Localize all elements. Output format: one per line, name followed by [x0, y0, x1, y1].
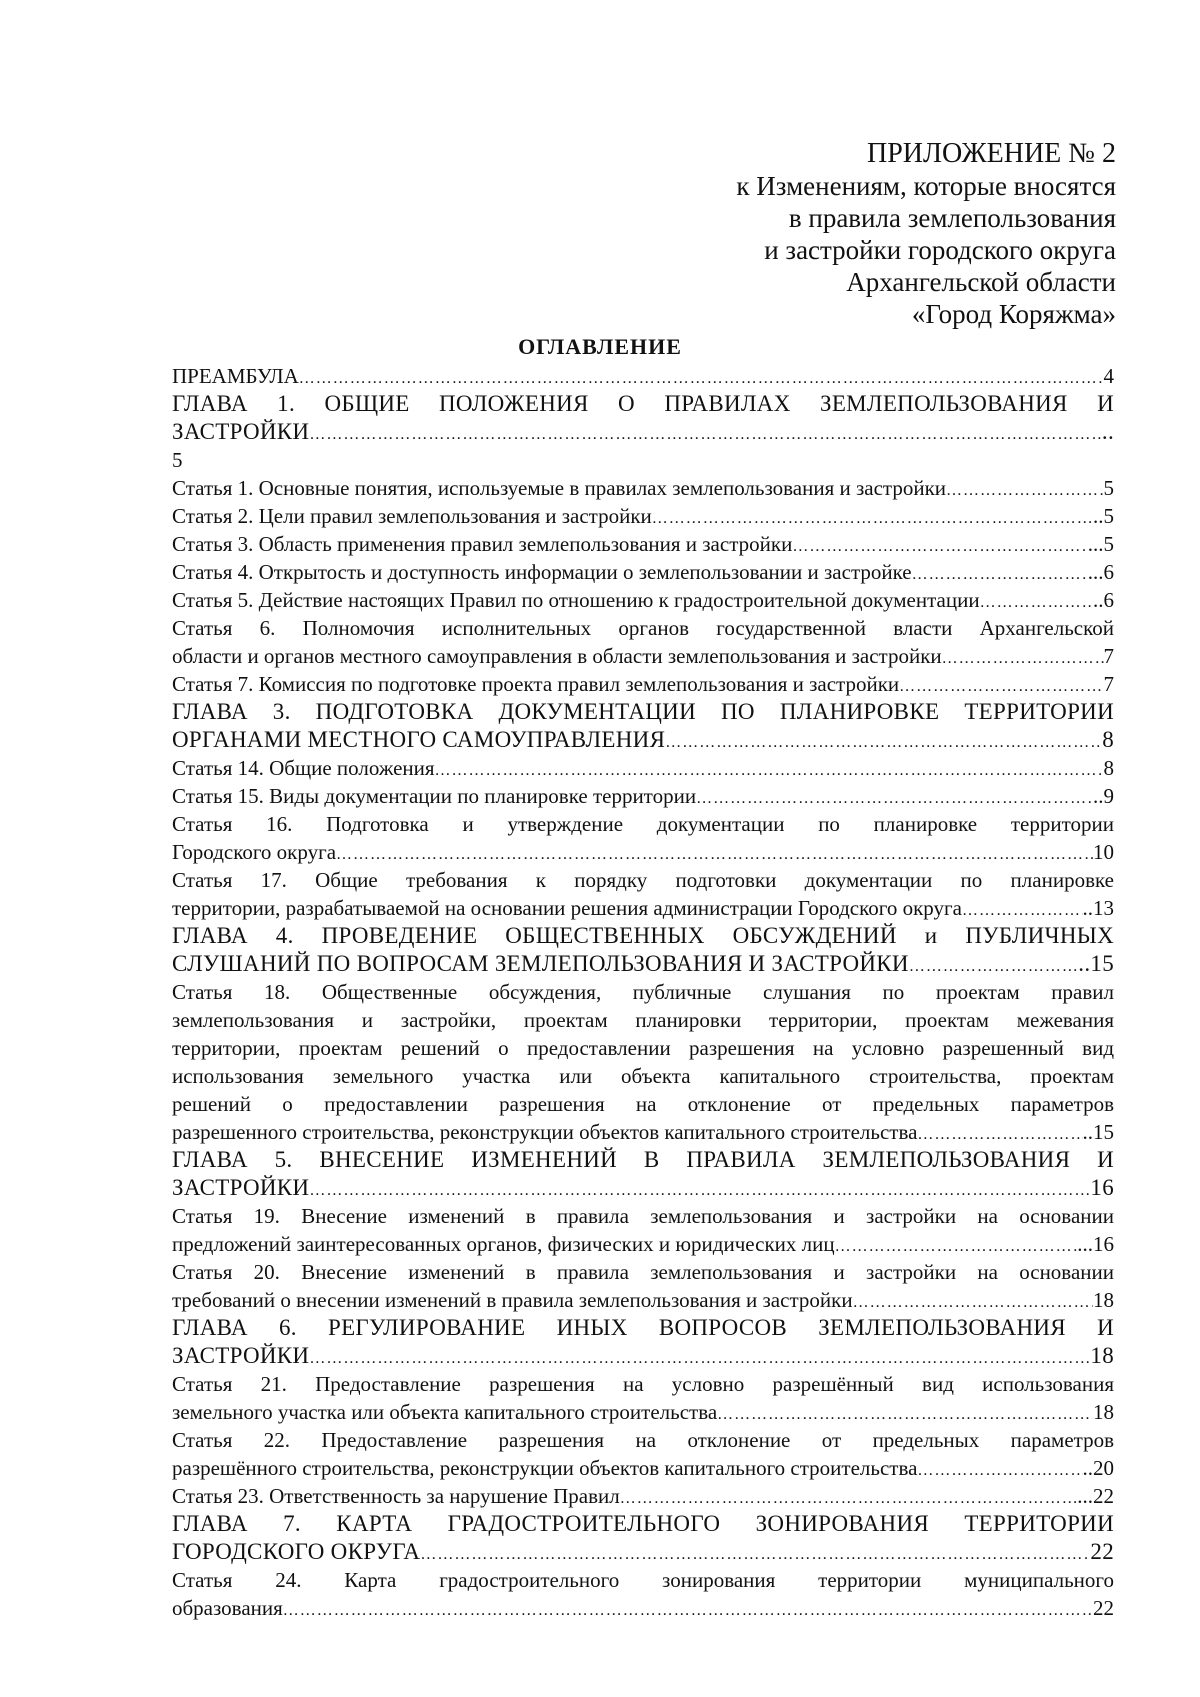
toc-leader-dots: [853, 1289, 1093, 1314]
toc-page-number: 18: [1090, 1343, 1114, 1368]
toc-entry-line: Статья 19. Внесение изменений в правила землепользования и застройки на основании: [172, 1204, 1114, 1228]
toc-page-number: ...5: [1087, 532, 1114, 556]
toc-page-number: ..15: [1082, 1120, 1114, 1144]
toc-leader-dots: [980, 589, 1093, 614]
toc-entry-text: ЗАСТРОЙКИ: [172, 1175, 310, 1200]
toc-page-number: 22: [1090, 1539, 1114, 1564]
toc-page-number: ..20: [1082, 1456, 1114, 1480]
toc-entry-line: [172, 754, 1114, 782]
toc-entry-text: СЛУШАНИЙ ПО ВОПРОСАМ ЗЕМЛЕПОЛЬЗОВАНИЯ И ЗАСТРОЙКИ: [172, 951, 909, 976]
toc-entry-line: ГЛАВА 5. ВНЕСЕНИЕ ИЗМЕНЕНИЙ В ПРАВИЛА ЗЕМЛЕПОЛЬЗОВАНИЯ И: [172, 1147, 1114, 1172]
appendix-number: ПРИЛОЖЕНИЕ № 2: [867, 138, 1116, 169]
toc-entry-line: 5: [172, 448, 183, 472]
toc-entry-line: [172, 1482, 1114, 1510]
toc-entry-text: Статья 23. Ответственность за нарушение Правил: [172, 1484, 620, 1508]
toc-entry-line: [172, 1118, 1114, 1146]
toc-entry-line: землепользования и застройки, проектам планировки территории, проектам межевания: [172, 1008, 1114, 1032]
toc-entry-line: [172, 1594, 1114, 1622]
toc-page-number: 10: [1093, 840, 1114, 864]
toc-page-number: 16: [1090, 1175, 1114, 1200]
toc-entry-text: Городского округа: [172, 840, 337, 864]
toc-entry-line: использования земельного участка или объекта капитального строительства, проектам: [172, 1064, 1114, 1088]
toc-page-number: 8: [1102, 727, 1114, 752]
toc-entry-line: [172, 474, 1114, 502]
toc-entry-text: земельного участка или объекта капитального строительства: [172, 1400, 718, 1424]
toc-leader-dots: [309, 1177, 1090, 1202]
table-of-contents: [172, 362, 1114, 1622]
toc-leader-dots: [336, 841, 1093, 866]
toc-entry-line: [172, 782, 1114, 810]
appendix-subtitle-line: и застройки городского округа: [764, 235, 1116, 265]
toc-entry-line: ГЛАВА 3. ПОДГОТОВКА ДОКУМЕНТАЦИИ ПО ПЛАНИРОВКЕ ТЕРРИТОРИИ: [172, 699, 1114, 724]
toc-entry-text: Статья 3. Область применения правил землепользования и застройки: [172, 532, 793, 556]
toc-entry-text: разрешенного строительства, реконструкции объектов капитального строительства: [172, 1120, 918, 1144]
toc-entry-line: [172, 502, 1114, 530]
toc-leader-dots: [917, 1121, 1082, 1146]
toc-entry-line: [172, 1398, 1114, 1426]
toc-leader-dots: [696, 785, 1093, 810]
toc-leader-dots: [835, 1233, 1078, 1258]
toc-page-number: 22: [1093, 1596, 1114, 1620]
toc-page-number: ..6: [1093, 588, 1114, 612]
toc-leader-dots: [912, 561, 1088, 586]
appendix-heading: [736, 138, 1116, 330]
toc-entry-line: [172, 1174, 1114, 1202]
toc-leader-dots: [942, 645, 1104, 670]
toc-entry-text: Статья 15. Виды документации по планировке территории: [172, 784, 697, 808]
toc-leader-dots: [299, 365, 1104, 390]
toc-entry-text: области и органов местного самоуправления в области землепользования и застройки: [172, 644, 942, 668]
toc-leader-dots: [917, 1457, 1082, 1482]
toc-entry-line: [172, 418, 1114, 446]
toc-entry-line: [172, 670, 1114, 698]
toc-entry-line: Статья 16. Подготовка и утверждение документации по планировке территории: [172, 812, 1114, 836]
toc-entry-line: [172, 894, 1114, 922]
toc-entry-text: территории, разрабатываемой на основании решения администрации Городского округа: [172, 896, 962, 920]
toc-page-number: 4: [1103, 364, 1114, 388]
toc-entry-line: [172, 1454, 1114, 1482]
toc-entry-line: Статья 22. Предоставление разрешения на отклонение от предельных параметров: [172, 1428, 1114, 1452]
toc-entry-text: Статья 5. Действие настоящих Правил по отношению к градостроительной документации: [172, 588, 980, 612]
toc-leader-dots: [909, 953, 1078, 978]
toc-page-number: ...16: [1077, 1232, 1114, 1256]
toc-page-number: ...22: [1077, 1484, 1114, 1508]
toc-entry-line: [172, 950, 1114, 978]
toc-leader-dots: [309, 421, 1102, 446]
toc-entry-line: Статья 6. Полномочия исполнительных органов государственной власти Архангельской: [172, 616, 1114, 640]
toc-entry-text: Статья 2. Цели правил землепользования и застройки: [172, 504, 652, 528]
toc-page-number: 8: [1103, 756, 1114, 780]
toc-entry-text: ОРГАНАМИ МЕСТНОГО САМОУПРАВЛЕНИЯ: [172, 727, 666, 752]
toc-entry-line: ГЛАВА 7. КАРТА ГРАДОСТРОИТЕЛЬНОГО ЗОНИРОВАНИЯ ТЕРРИТОРИИ: [172, 1511, 1114, 1536]
toc-page-number: ..9: [1093, 784, 1114, 808]
toc-leader-dots: [946, 477, 1103, 502]
toc-entry-line: [172, 1538, 1114, 1566]
toc-entry-text: образования: [172, 1596, 283, 1620]
toc-entry-line: территории, проектам решений о предоставлении разрешения на условно разрешенный вид: [172, 1036, 1114, 1060]
toc-leader-dots: [792, 533, 1087, 558]
toc-leader-dots: [899, 673, 1103, 698]
toc-leader-dots: [620, 1485, 1078, 1510]
toc-entry-line: ГЛАВА 6. РЕГУЛИРОВАНИЕ ИНЫХ ВОПРОСОВ ЗЕМЛЕПОЛЬЗОВАНИЯ И: [172, 1315, 1114, 1340]
toc-leader-dots: [283, 1597, 1093, 1622]
toc-page-number: ..: [1101, 419, 1114, 444]
toc-entry-line: [172, 1342, 1114, 1370]
toc-entry-line: [172, 558, 1114, 586]
appendix-subtitle-line: «Город Коряжма»: [911, 299, 1116, 329]
toc-entry-line: [172, 586, 1114, 614]
appendix-subtitle-line: Архангельской области: [846, 267, 1116, 297]
toc-entry-line: Статья 20. Внесение изменений в правила землепользования и застройки на основании: [172, 1260, 1114, 1284]
toc-entry-text: ЗАСТРОЙКИ: [172, 1343, 310, 1368]
toc-entry-text: Статья 1. Основные понятия, используемые в правилах землепользования и застройки: [172, 476, 947, 500]
toc-page-number: 7: [1103, 672, 1114, 696]
toc-leader-dots: [309, 1345, 1090, 1370]
toc-entry-line: ГЛАВА 1. ОБЩИЕ ПОЛОЖЕНИЯ О ПРАВИЛАХ ЗЕМЛЕПОЛЬЗОВАНИЯ И: [172, 391, 1114, 416]
toc-leader-dots: [420, 1541, 1090, 1566]
toc-entry-text: требований о внесении изменений в правила землепользования и застройки: [172, 1288, 853, 1312]
toc-entry-line: Статья 24. Карта градостроительного зонирования территории муниципального: [172, 1568, 1114, 1592]
toc-entry-line: [172, 838, 1114, 866]
toc-entry-text: ЗАСТРОЙКИ: [172, 419, 310, 444]
toc-entry-line: [172, 642, 1114, 670]
toc-entry-line: Статья 21. Предоставление разрешения на условно разрешённый вид использования: [172, 1372, 1114, 1396]
toc-leader-dots: [665, 729, 1102, 754]
toc-entry-line: [172, 726, 1114, 754]
toc-entry-line: [172, 1286, 1114, 1314]
appendix-subtitle-line: к Изменениям, которые вносятся: [736, 171, 1116, 201]
toc-page-number: 5: [1103, 476, 1114, 500]
toc-leader-dots: [717, 1401, 1093, 1426]
toc-entry-line: ГЛАВА 4. ПРОВЕДЕНИЕ ОБЩЕСТВЕННЫХ ОБСУЖДЕНИЙ и ПУБЛИЧНЫХ: [172, 923, 1114, 948]
toc-entry-line: Статья 17. Общие требования к порядку подготовки документации по планировке: [172, 868, 1114, 892]
toc-leader-dots: [962, 897, 1083, 922]
toc-page-number: ..15: [1078, 951, 1114, 976]
toc-page-number: 7: [1103, 644, 1114, 668]
toc-page-number: ..13: [1082, 896, 1114, 920]
appendix-subtitle-line: в правила землепользования: [788, 203, 1116, 233]
toc-entry-line: решений о предоставлении разрешения на отклонение от предельных параметров: [172, 1092, 1114, 1116]
toc-page-number: 18: [1093, 1288, 1114, 1312]
toc-page-number: ...6: [1087, 560, 1114, 584]
toc-entry-text: ГОРОДСКОГО ОКРУГА: [172, 1539, 421, 1564]
toc-leader-dots: [652, 505, 1093, 530]
toc-entry-text: Статья 14. Общие положения: [172, 756, 435, 780]
toc-entry-text: ПРЕАМБУЛА: [172, 364, 299, 388]
toc-entry-text: предложений заинтересованных органов, физических и юридических лиц: [172, 1232, 835, 1256]
toc-entry-line: [172, 1230, 1114, 1258]
toc-title: ОГЛАВЛЕНИЕ: [518, 334, 682, 359]
toc-page-number: ..5: [1093, 504, 1114, 528]
toc-page-number: 18: [1093, 1400, 1114, 1424]
toc-entry-line: [172, 530, 1114, 558]
toc-entry-line: Статья 18. Общественные обсуждения, публичные слушания по проектам правил: [172, 980, 1114, 1004]
toc-entry-text: разрешённого строительства, реконструкции объектов капитального строительства: [172, 1456, 918, 1480]
toc-entry-text: Статья 7. Комиссия по подготовке проекта правил землепользования и застройки: [172, 672, 900, 696]
toc-entry-text: Статья 4. Открытость и доступность информации о землепользовании и застройке: [172, 560, 912, 584]
toc-leader-dots: [435, 757, 1104, 782]
toc-entry-line: [172, 362, 1114, 390]
